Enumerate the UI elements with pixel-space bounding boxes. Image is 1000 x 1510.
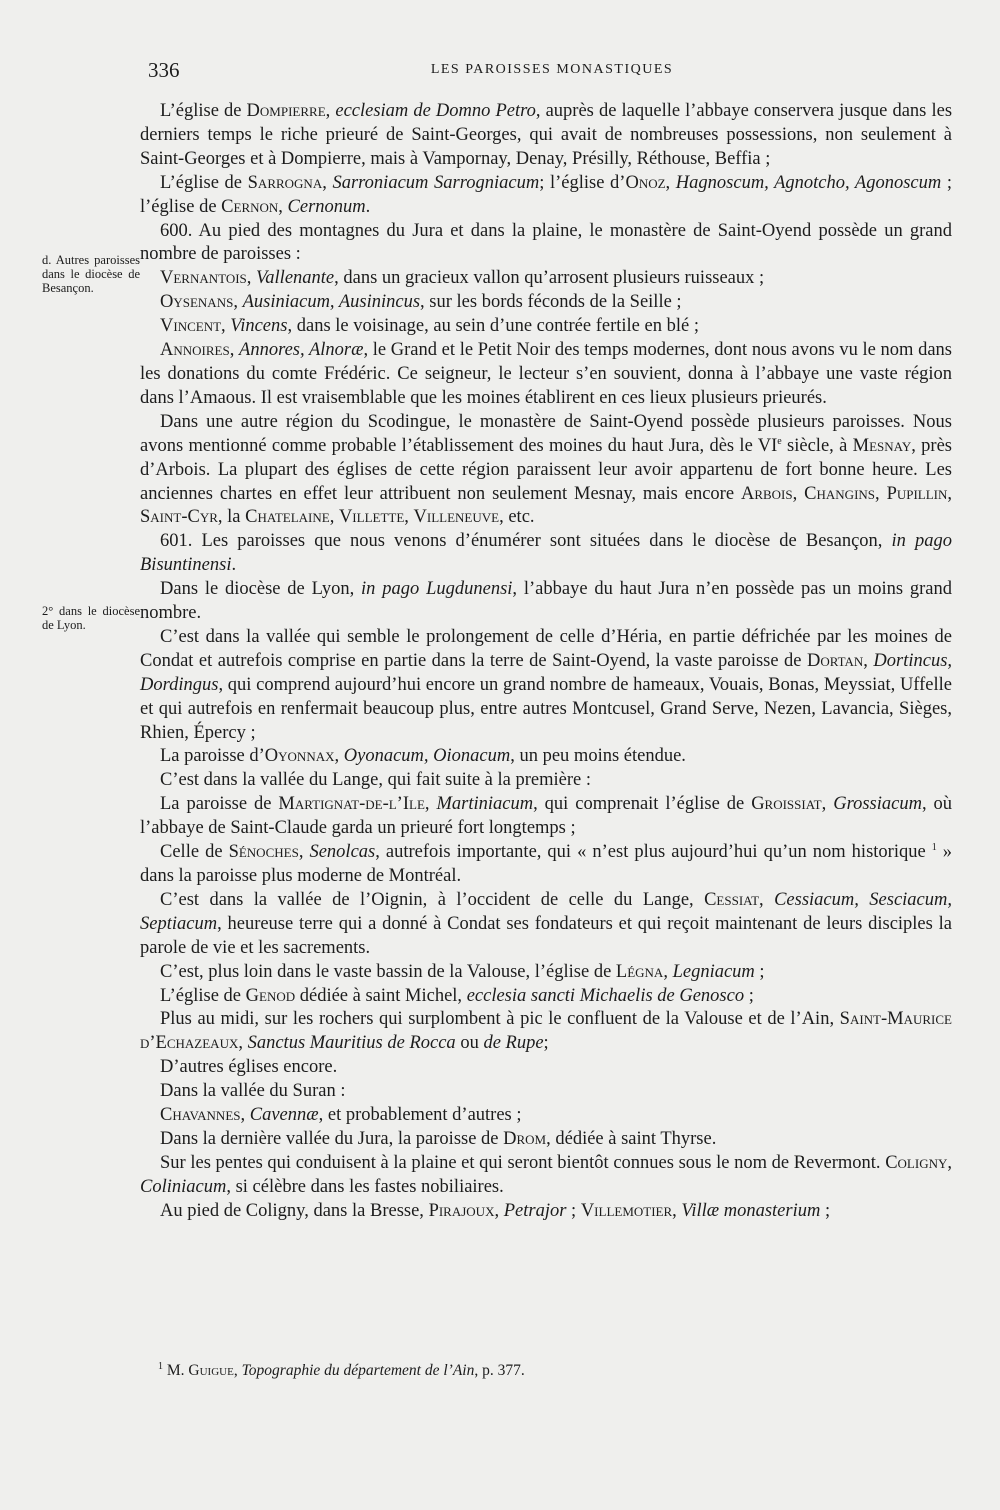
paragraph: D’autres églises encore. [160,1057,338,1078]
paragraph: L’église de Sarrogna, Sarroniacum Sarrogniacum; l’église d’Onoz, Hagnoscum, Agnotcho, Agonoscum ; l’église de Cernon, Cernonum. [140,172,952,217]
paragraph-600: 600. Au pied des montagnes du Jura et dans la plaine, le monastère de Saint-Oyend possède un grand nombre de paroisses : [140,220,952,265]
paragraph: La paroisse de Martignat-de-l’Ile, Martiniacum, qui comprenait l’église de Groissiat, Grossiacum, où l’abbaye de Saint-Claude garda un prieuré fort longtemps ; [140,794,953,839]
paragraph: Dans le diocèse de Lyon, in pago Lugdunensi, l’abbaye du haut Jura n’en possède pas un moins grand nombre. [140,579,953,624]
paragraph: L’église de Genod dédiée à saint Michel, ecclesia sancti Michaelis de Genosco ; [160,985,754,1006]
sidenote-diocese-lyon: 2° dans le diocèse de Lyon. [42,604,140,632]
paragraph: Au pied de Coligny, dans la Bresse, Pirajoux, Petrajor ; Villemotier, Villæ monasterium ; [160,1200,831,1221]
paragraph: Dans la dernière vallée du Jura, la paroisse de Drom, dédiée à saint Thyrse. [160,1128,717,1149]
paragraph: C’est dans la vallée de l’Oignin, à l’occident de celle du Lange, Cessiat, Cessiacum, Sesciacum, Septiacum, heureuse terre qui a donné à Condat ses fondateurs et qui reçoit maintenant de leurs disciples la parole de vie et les sacrements. [140,889,952,958]
paragraph: La paroisse d’Oyonnax, Oyonacum, Oionacum, un peu moins étendue. [160,746,686,767]
sidenote-autres-paroisses: d. Autres paroisses dans le diocèse de Besançon. [42,253,140,295]
paragraph: Oysenans, Ausiniacum, Ausinincus, sur les bords féconds de la Seille ; [160,292,682,313]
paragraph: L’église de Dompierre, ecclesiam de Domno Petro, auprès de laquelle l’abbaye conservera jusque dans les derniers temps le riche prieuré de Saint-Georges, qui avait de nombreuses possessions, non seulement à Saint-Georges et à Dompierre, mais à Vampornay, Denay, Présilly, Réthouse, Beffia ; [140,101,953,169]
running-title: LES PAROISSES MONASTIQUES [430,62,674,77]
paragraph-601: 601. Les paroisses que nous venons d’énumérer sont situées dans le diocèse de Besançon, in pago Bisuntinensi. [140,531,953,576]
paragraph: Sur les pentes qui conduisent à la plaine et qui seront bientôt connues sous le nom de Revermont. Coligny, Coliniacum, si célèbre dans les fastes nobiliaires. [140,1152,952,1197]
paragraph: Dans la vallée du Suran : [160,1081,346,1102]
body-text [140,100,952,1224]
paragraph: Vernantois, Vallenante, dans un gracieux vallon qu’arrosent plusieurs ruisseaux ; [160,268,765,289]
paragraph: Celle de Sénoches, Senolcas, autrefois importante, qui « n’est plus aujourd’hui qu’un nom historique $^1$ » dans la paroisse plus moderne de Montréal. [140,841,952,886]
paragraph: C’est, plus loin dans le vaste bassin de la Valouse, l’église de Légna, Legniacum ; [160,961,765,982]
footnote: $^1$ M. Guigue, Topographie du département de l’Ain, p. 377. [158,1360,525,1379]
paragraph: Annoires, Annores, Alnoræ, le Grand et le Petit Noir des temps modernes, dont nous avons vu le nom dans les donations du comte Frédéric. Ce seigneur, le lecteur s’en souvient, donna à l’abbaye une vaste région dans l’Amaous. Il est vraisemblable que les moines établirent en ces lieux plusieurs prieurés. [140,340,953,408]
page-number: 336 [148,58,180,82]
paragraph: C’est dans la vallée du Lange, qui fait suite à la première : [160,770,591,791]
paragraph: Plus au midi, sur les rochers qui surplombent à pic le confluent de la Valouse et de l’Ain, Saint-Maurice d’Echazeaux, Sanctus Mauritius de Rocca ou de Rupe; [140,1009,952,1054]
paragraph: Dans une autre région du Scodingue, le monastère de Saint-Oyend possède plusieurs paroisses. Nous avons mentionné comme probable l’établissement des moines du haut Jura, dès le VIe siècle, à Mesnay, près d’Arbois. La plupart des églises de cette région paraissent leur avoir appartenu de fort bonne heure. Les anciennes chartes en effet leur attribuent non seulement Mesnay, mais encore Arbois, Changins, Pupillin, Saint-Cyr, la Chatelaine, Villette, Villeneuve, etc. [140,411,953,528]
paragraph: Chavannes, Cavennæ, et probablement d’autres ; [160,1105,522,1126]
paragraph: Vincent, Vincens, dans le voisinage, au sein d’une contrée fertile en blé ; [160,316,699,337]
page-header [148,58,956,84]
paragraph: C’est dans la vallée qui semble le prolongement de celle d’Héria, en partie défrichée par les moines de Condat et autrefois comprise en partie dans la terre de Saint-Oyend, la vaste paroisse de Dortan, Dortincus, Dordingus, qui comprend aujourd’hui encore un grand nombre de hameaux, Vouais, Bonas, Meyssiat, Uffelle et qui autrefois en renfermait beaucoup plus, entre autres Montcusel, Grand Serve, Nezen, Lavancia, Sièges, Rhien, Épercy ; [140,626,953,743]
